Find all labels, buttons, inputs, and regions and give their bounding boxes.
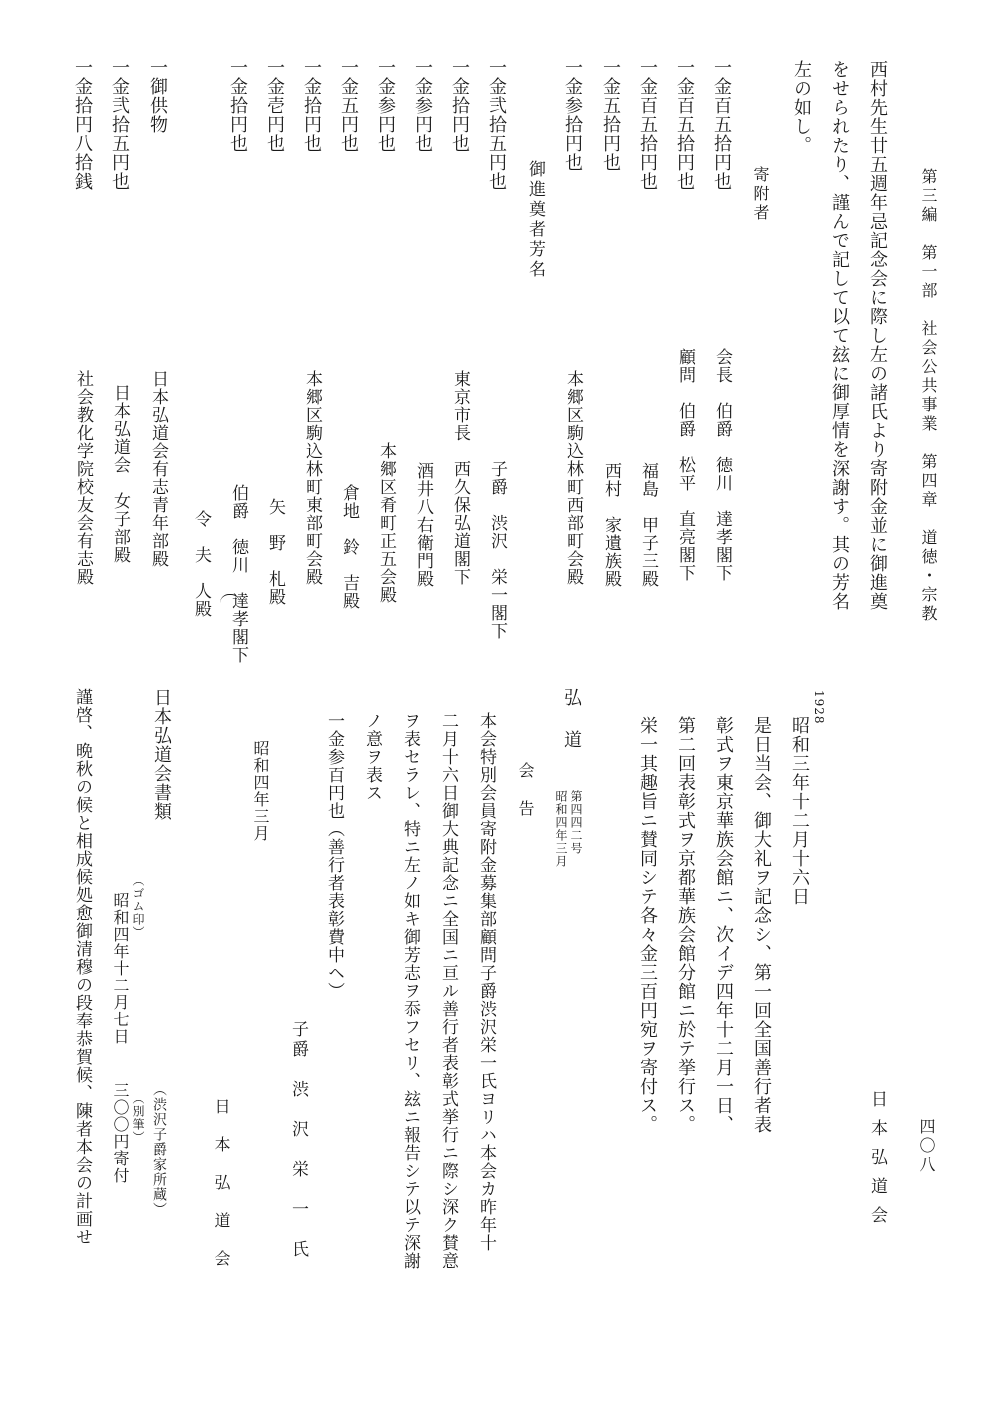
- donor-name: 本郷区駒込林町西部町会殿: [563, 370, 583, 586]
- intro-line-3: 左の如し。: [791, 60, 812, 155]
- donor-signature: 子爵 渋 沢 栄 一 氏: [288, 1020, 308, 1260]
- offerer-amount: 一金拾円也: [301, 58, 322, 153]
- intro-line-2: をせられたり、謹んで記して以て玆に御厚情を深謝す。其の芳名: [829, 60, 850, 611]
- docs-note: （別筆）: [131, 1092, 145, 1144]
- page-number: 四〇八: [917, 1118, 936, 1175]
- offerer-name: 伯爵 徳川 達孝閣下: [228, 484, 248, 664]
- offerer-amount: 一金拾円也: [227, 58, 248, 153]
- offerer-name: 酒井八右衛門殿: [413, 462, 433, 588]
- event-line-2: 彰式ヲ東京華族会館ニ、次イデ四年十二月一日、: [713, 716, 734, 1134]
- kodo-issue-date: 昭和四年三月: [554, 790, 568, 868]
- donor-amount: 一金百五拾円也: [674, 58, 695, 191]
- donor-amount: 一金百五拾円也: [711, 58, 732, 191]
- donor-name: 顧問 伯爵 松平 直亮閣下: [675, 348, 695, 582]
- offering-name: 日本弘道会有志青年部殿: [148, 370, 168, 568]
- offerer-amount: 一金拾円也: [449, 58, 470, 153]
- offerer-amount: 一金五円也: [338, 58, 359, 153]
- notice-line-3: ヲ表セラレ、特ニ左ノ如キ御芳志ヲ忝フセリ、玆ニ報告シテ以テ深謝: [400, 712, 420, 1270]
- donor-amount: 一金五拾円也: [600, 58, 621, 172]
- notice-date: 昭和四年三月: [251, 740, 270, 842]
- offerer-name: 本郷区駒込林町東部町会殿: [302, 370, 322, 586]
- event-date: 昭和三年十二月十六日: [789, 716, 810, 906]
- offering-name: 社会教化学院校友会有志殿: [73, 370, 93, 586]
- offering-amount: 一御供物: [147, 58, 168, 134]
- offerer-name: 令 夫 人殿: [191, 510, 211, 618]
- offerer-amount: 一金参円也: [412, 58, 433, 153]
- offerers-heading: 御進奠者芳名: [525, 160, 545, 280]
- notice-heading: 会 告: [516, 762, 535, 819]
- offerer-name: 本郷区肴町正五会殿: [376, 442, 396, 604]
- kodo-title: 弘 道: [561, 688, 582, 751]
- docs-title: 日本弘道会書類: [151, 688, 172, 821]
- offerer-name: 東京市長 西久保弘道閣下: [450, 370, 470, 586]
- donor-name: 西村 家遺族殿: [601, 462, 621, 588]
- donor-amount: 一金百五拾円也: [637, 58, 658, 191]
- offerer-name: 矢 野 札殿: [265, 498, 285, 606]
- donor-name: 福島 甲子三殿: [638, 462, 658, 588]
- docs-amount: 三〇〇円寄付: [111, 1082, 130, 1184]
- notice-org: 日 本 弘 道 会: [212, 1098, 231, 1269]
- offerer-name: 倉地 鈴 吉殿: [339, 484, 359, 610]
- offering-amount: 一金弐拾五円也: [109, 58, 130, 191]
- offering-name: 日本弘道会 女子部殿: [110, 384, 130, 564]
- running-head: 第三編 第一部 社会公共事業 第四章 道徳・宗教: [919, 168, 938, 624]
- notice-line-4: ノ意ヲ表ス: [362, 712, 382, 802]
- donation-line: 一金参百円也（善行者表彰費中ヘ）: [324, 712, 344, 1000]
- docs-date: 昭和四年十二月七日: [111, 892, 130, 1045]
- donor-name: 会長 伯爵 徳川 達孝閣下: [712, 348, 732, 582]
- event-line-1: 是日当会、御大礼ヲ記念シ、第一回全国善行者表: [751, 716, 772, 1134]
- notice-line-2: 二月十六日御大典記念ニ全国ニ亘ル善行者表彰式挙行ニ際シ深ク賛意: [438, 712, 458, 1270]
- docs-stamp: （ゴム印）: [131, 874, 145, 939]
- offering-amount: 一金拾円八拾銭: [72, 58, 93, 191]
- event-line-3: 第二回表彰式ヲ京都華族会館分館ニ於テ挙行ス。: [675, 716, 696, 1134]
- org-name-top: 日本弘道会: [867, 1090, 887, 1235]
- docs-source: （渋沢子爵家所蔵）: [151, 1082, 167, 1217]
- notice-line-1: 本会特別会員寄附金募集部顧問子爵渋沢栄一氏ヨリハ本会カ昨年十: [476, 712, 496, 1252]
- letter-start: 謹啓、晩秋の候と相成候処愈御清穆の段奉恭賀候、陳者本会の計画せ: [72, 688, 92, 1246]
- event-line-4: 栄一其趣旨ニ賛同シテ各々金三百円宛ヲ寄付ス。: [637, 716, 658, 1134]
- offerer-amount: 一金弐拾五円也: [486, 58, 507, 191]
- donors-heading: 寄附者: [751, 166, 770, 223]
- offerer-amount: 一金壱円也: [264, 58, 285, 153]
- donor-amount: 一金参拾円也: [562, 58, 583, 172]
- offerer-amount: 一金参円也: [375, 58, 396, 153]
- kodo-issue: 第四四二号: [569, 790, 583, 855]
- offerer-name: 子爵 渋沢 栄一閣下: [487, 460, 507, 640]
- intro-line-1: 西村先生廿五週年忌記念会に際し左の諸氏より寄附金並に御進奠: [867, 60, 888, 611]
- year-note: 1928: [812, 690, 826, 725]
